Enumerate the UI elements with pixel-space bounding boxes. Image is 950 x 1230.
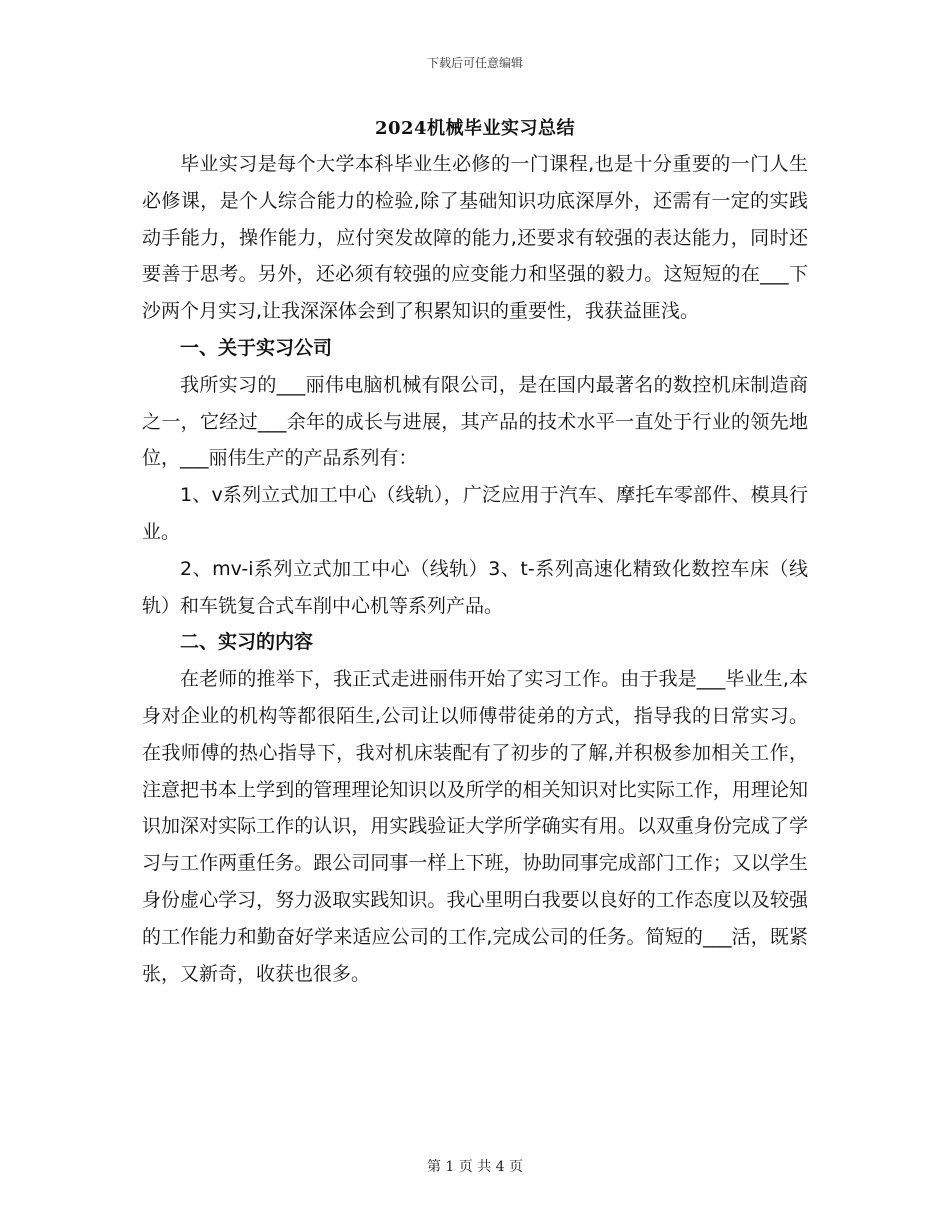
intro-paragraph: 毕业实习是每个大学本科毕业生必修的一门课程,也是十分重要的一门人生必修课，是个人综合能力的检验,除了基础知识功底深厚外，还需有一定的实践动手能力，操作能力，应付突发故障的能力,还要求有较强的表达能力，同时还要善于思考。另外，还必须有较强的应变能力和坚强的毅力。这短短的在___下沙两个月实习,让我深深体会到了积累知识的重要性，我获益匪浅。 xyxy=(142,153,808,323)
document-body xyxy=(142,146,808,992)
product-item-1: 1、v系列立式加工中心（线轨），广泛应用于汽车、摩托车零部件、模具行业。 xyxy=(142,484,808,543)
product-item-2: 2、mv-i系列立式加工中心（线轨）3、t-系列高速化精致化数控车床（线轨）和车铣复合式车削中心机等系列产品。 xyxy=(142,557,808,617)
page-number: 第 1 页 共 4 页 xyxy=(426,1159,524,1175)
company-paragraph: 我所实习的___丽伟电脑机械有限公司，是在国内最著名的数控机床制造商之一，它经过___余年的成长与进展，其产品的技术水平一直处于行业的领先地位，___丽伟生产的产品系列有： xyxy=(142,373,808,470)
section-heading-content: 二、实习的内容 xyxy=(180,631,314,654)
document-title: 2024机械毕业实习总结 xyxy=(374,118,576,139)
section-heading-company: 一、关于实习公司 xyxy=(180,336,333,359)
download-note: 下载后可任意编辑 xyxy=(426,56,523,70)
content-paragraph: 在老师的推举下，我正式走进丽伟开始了实习工作。由于我是___毕业生,本身对企业的机构等都很陌生,公司让以师傅带徒弟的方式，指导我的日常实习。在我师傅的热心指导下，我对机床装配有了初步的了解,并积极参加相关工作，注意把书本上学到的管理理论知识以及所学的相关知识对比实际工作，用理论知识加深对实际工作的认识，用实践验证大学所学确实有用。以双重身份完成了学习与工作两重任务。跟公司同事一样上下班，协助同事完成部门工作；又以学生身份虚心学习，努力汲取实践知识。我心里明白我要以良好的工作态度以及较强的工作能力和勤奋好学来适应公司的工作,完成公司的任务。简短的___活，既紧张，又新奇，收获也很多。 xyxy=(142,668,808,985)
